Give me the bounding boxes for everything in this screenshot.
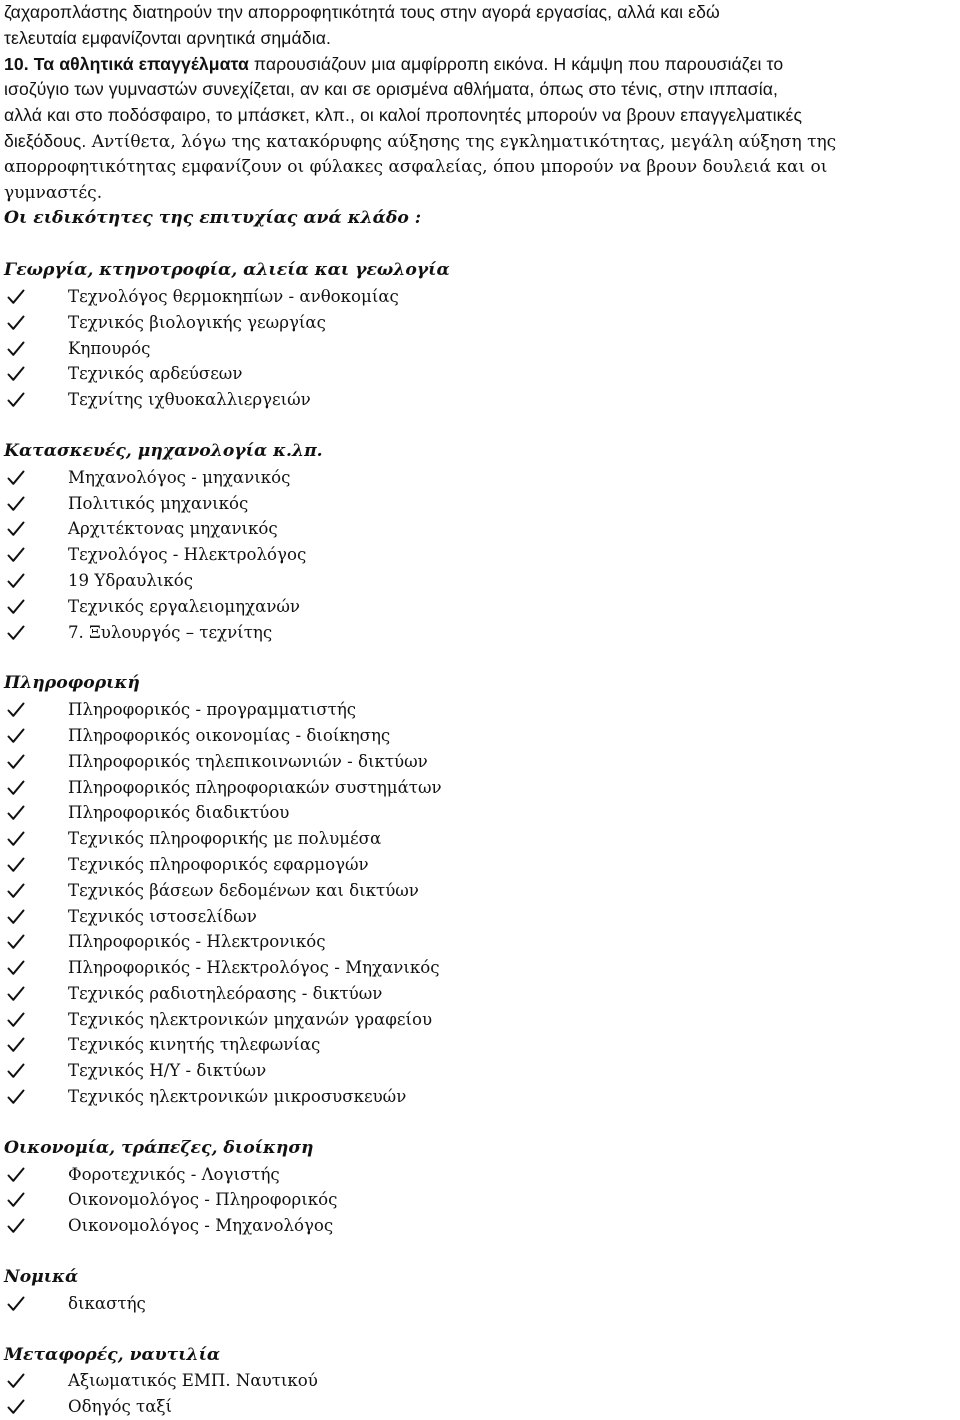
check-icon: [7, 883, 25, 899]
category-section: [4, 671, 956, 1110]
check-icon: [7, 728, 25, 744]
paragraph-line: ισοζύγιο των γυμναστών συνεχίζεται, αν και σε ορισμένα αθλήματα, όπως στο τένις, στην ιππασία,: [4, 79, 779, 100]
check-icon: [7, 1063, 25, 1079]
list-item-label: Τεχνικός πληροφορικός εφαρμογών: [68, 854, 369, 874]
check-icon: [7, 521, 25, 537]
list-item-label: Τεχνολόγος - Ηλεκτρολόγος: [68, 545, 307, 565]
category-heading: Νομικά: [4, 1267, 79, 1288]
paragraph-line: [4, 129, 956, 155]
category-section: [4, 439, 956, 645]
list-item-label: Πληροφορικός - Ηλεκτρολόγος - Μηχανικός: [68, 958, 440, 978]
list-item: [4, 310, 956, 336]
list-item-label: Τεχνικός βάσεων δεδομένων και δικτύων: [68, 880, 419, 900]
category-list: [4, 232, 956, 1420]
list-item-label: Τεχνικός ηλεκτρονικών μικροσυσκευών: [68, 1087, 407, 1107]
list-item: [4, 929, 956, 955]
check-icon: [7, 1296, 25, 1312]
list-item: [4, 1084, 956, 1110]
list-item-label: Τεχνίτης ιχθυοκαλλιεργειών: [68, 390, 311, 410]
list-item-label: Τεχνικός ραδιοτηλεόρασης - δικτύων: [68, 983, 383, 1003]
list-item: [4, 1187, 956, 1213]
check-icon: [7, 1167, 25, 1183]
list-item-label: Τεχνικός ιστοσελίδων: [68, 906, 257, 926]
list-item-label: Οδηγός ταξί: [68, 1397, 173, 1417]
list-item: [4, 955, 956, 981]
check-icon: [7, 496, 25, 512]
check-icon: [7, 805, 25, 821]
list-item: [4, 491, 956, 517]
list-item: [4, 542, 956, 568]
list-item: [4, 1162, 956, 1188]
list-item-label: Τεχνικός αρδεύσεων: [68, 364, 243, 384]
category-heading: Γεωργία, κτηνοτροφία, αλιεία και γεωλογία: [4, 260, 450, 281]
list-item-label: Μηχανολόγος - μηχανικός: [68, 467, 291, 487]
list-item: [4, 826, 956, 852]
list-item-label: Αξιωματικός ΕΜΠ. Ναυτικού: [68, 1371, 318, 1391]
check-icon: [7, 831, 25, 847]
list-item: [4, 1291, 956, 1317]
list-item-label: Πληροφορικός οικονομίας - διοίκησης: [68, 725, 391, 745]
paragraph-line: γυμναστές.: [4, 182, 103, 203]
list-item-label: Πληροφορικός - Ηλεκτρονικός: [68, 932, 326, 952]
specialty-list: [4, 284, 956, 413]
list-item-label: δικαστής: [68, 1293, 146, 1313]
check-icon: [7, 366, 25, 382]
section-spacer: [4, 1317, 956, 1343]
list-item: [4, 800, 956, 826]
list-item: [4, 516, 956, 542]
category-heading: Μεταφορές, ναυτιλία: [4, 1344, 221, 1365]
list-item-label: Οικονομολόγος - Πληροφορικός: [68, 1190, 338, 1210]
category-section: [4, 1343, 956, 1420]
list-item: [4, 697, 956, 723]
category-section: [4, 258, 956, 413]
list-item-label: Τεχνικός πληροφορικής με πολυμέσα: [68, 829, 382, 849]
check-icon: [7, 547, 25, 563]
specialty-list: [4, 1291, 956, 1317]
list-item: [4, 594, 956, 620]
list-item: [4, 723, 956, 749]
check-icon: [7, 1012, 25, 1028]
check-icon: [7, 470, 25, 486]
section-spacer: [4, 232, 956, 258]
specialty-list: [4, 697, 956, 1110]
list-item-label: Οικονομολόγος - Μηχανολόγος: [68, 1216, 334, 1236]
check-icon: [7, 960, 25, 976]
category-heading: Κατασκευές, μηχανολογία κ.λπ.: [4, 440, 323, 461]
list-item-label: Τεχνικός βιολογικής γεωργίας: [68, 312, 326, 332]
list-item-label: Τεχνικός ηλεκτρονικών μηχανών γραφείου: [68, 1009, 433, 1029]
paragraph-line: αλλά και στο ποδόσφαιρο, το μπάσκετ, κλπ., οι καλοί προπονητές μπορούν να βρουν επαγγελματικές: [4, 105, 803, 126]
category-heading: Οικονομία, τράπεζες, διοίκηση: [4, 1137, 314, 1158]
list-item-label: Πληροφορικός πληροφοριακών συστημάτων: [68, 777, 442, 797]
list-item: [4, 1007, 956, 1033]
paragraph-text: διεξόδους.: [4, 130, 87, 151]
list-item-label: Τεχνικός εργαλειομηχανών: [68, 596, 301, 616]
list-item: [4, 775, 956, 801]
paragraph-line: τελευταία εμφανίζονται αρνητικά σημάδια.: [4, 27, 331, 48]
list-item-label: Αρχιτέκτονας μηχανικός: [68, 519, 278, 539]
list-item-label: Κηπουρός: [68, 338, 151, 358]
list-item: [4, 568, 956, 594]
check-icon: [7, 341, 25, 357]
check-icon: [7, 573, 25, 589]
list-item-label: 7. Ξυλουργός – τεχνίτης: [68, 622, 273, 642]
check-icon: [7, 1218, 25, 1234]
check-icon: [7, 934, 25, 950]
check-icon: [7, 754, 25, 770]
check-icon: [7, 625, 25, 641]
check-icon: [7, 1192, 25, 1208]
list-item: [4, 749, 956, 775]
check-icon: [7, 780, 25, 796]
category-section: [4, 1136, 956, 1239]
section-spacer: [4, 1110, 956, 1136]
list-item: [4, 336, 956, 362]
category-heading: Πληροφορική: [4, 673, 140, 694]
check-icon: [7, 1373, 25, 1389]
list-item-label: Πολιτικός μηχανικός: [68, 493, 249, 513]
check-icon: [7, 289, 25, 305]
check-icon: [7, 857, 25, 873]
check-icon: [7, 702, 25, 718]
list-item: [4, 387, 956, 413]
list-item: [4, 465, 956, 491]
item-10-heading: 10. Τα αθλητικά επαγγέλματα: [4, 53, 249, 74]
check-icon: [7, 986, 25, 1002]
section-spacer: [4, 1239, 956, 1265]
list-item-label: Τεχνικός Η/Υ - δικτύων: [68, 1061, 267, 1081]
section-spacer: [4, 413, 956, 439]
paragraph-line: απορροφητικότητας εμφανίζουν οι φύλακες ασφαλείας, όπου μπορούν να βρουν δουλειά και οι: [4, 156, 828, 177]
intro-paragraph: [4, 0, 956, 206]
document-page: [4, 0, 956, 1420]
list-item-label: Πληροφορικός τηλεπικοινωνιών - δικτύων: [68, 751, 428, 771]
section-title: Οι ειδικότητες της επιτυχίας ανά κλάδο :: [4, 208, 422, 229]
check-icon: [7, 1037, 25, 1053]
check-icon: [7, 1089, 25, 1105]
list-item: [4, 878, 956, 904]
check-icon: [7, 599, 25, 615]
list-item-label: Πληροφορικός διαδικτύου: [68, 803, 290, 823]
list-item-label: Τεχνικός κινητής τηλεφωνίας: [68, 1035, 321, 1055]
list-item: [4, 981, 956, 1007]
list-item: [4, 620, 956, 646]
paragraph-line: ζαχαροπλάστης διατηρούν την απορροφητικότητά τους στην αγορά εργασίας, αλλά και εδώ: [4, 2, 720, 22]
list-item-label: Τεχνολόγος θερμοκηπίων - ανθοκομίας: [68, 286, 399, 306]
list-item: [4, 1368, 956, 1394]
paragraph-text: παρουσιάζουν μια αμφίρροπη εικόνα. Η κάμψη που παρουσιάζει το: [248, 53, 784, 74]
check-icon: [7, 315, 25, 331]
paragraph-line: [4, 52, 956, 78]
list-item: [4, 1394, 956, 1420]
paragraph-text: Αντίθετα, λόγω της κατακόρυφης αύξησης της εγκληματικότητας, μεγάλη αύξηση της: [86, 131, 837, 152]
specialty-list: [4, 465, 956, 646]
list-item: [4, 1058, 956, 1084]
list-item-label: 19 Υδραυλικός: [68, 570, 194, 590]
check-icon: [7, 392, 25, 408]
list-item: [4, 1213, 956, 1239]
list-item: [4, 852, 956, 878]
specialty-list: [4, 1162, 956, 1239]
list-item: [4, 284, 956, 310]
list-item-label: Φοροτεχνικός - Λογιστής: [68, 1164, 280, 1184]
section-spacer: [4, 645, 956, 671]
list-item-label: Πληροφορικός - προγραμματιστής: [68, 700, 357, 720]
check-icon: [7, 909, 25, 925]
list-item: [4, 361, 956, 387]
category-section: [4, 1265, 956, 1317]
specialty-list: [4, 1368, 956, 1420]
list-item: [4, 904, 956, 930]
list-item: [4, 1032, 956, 1058]
